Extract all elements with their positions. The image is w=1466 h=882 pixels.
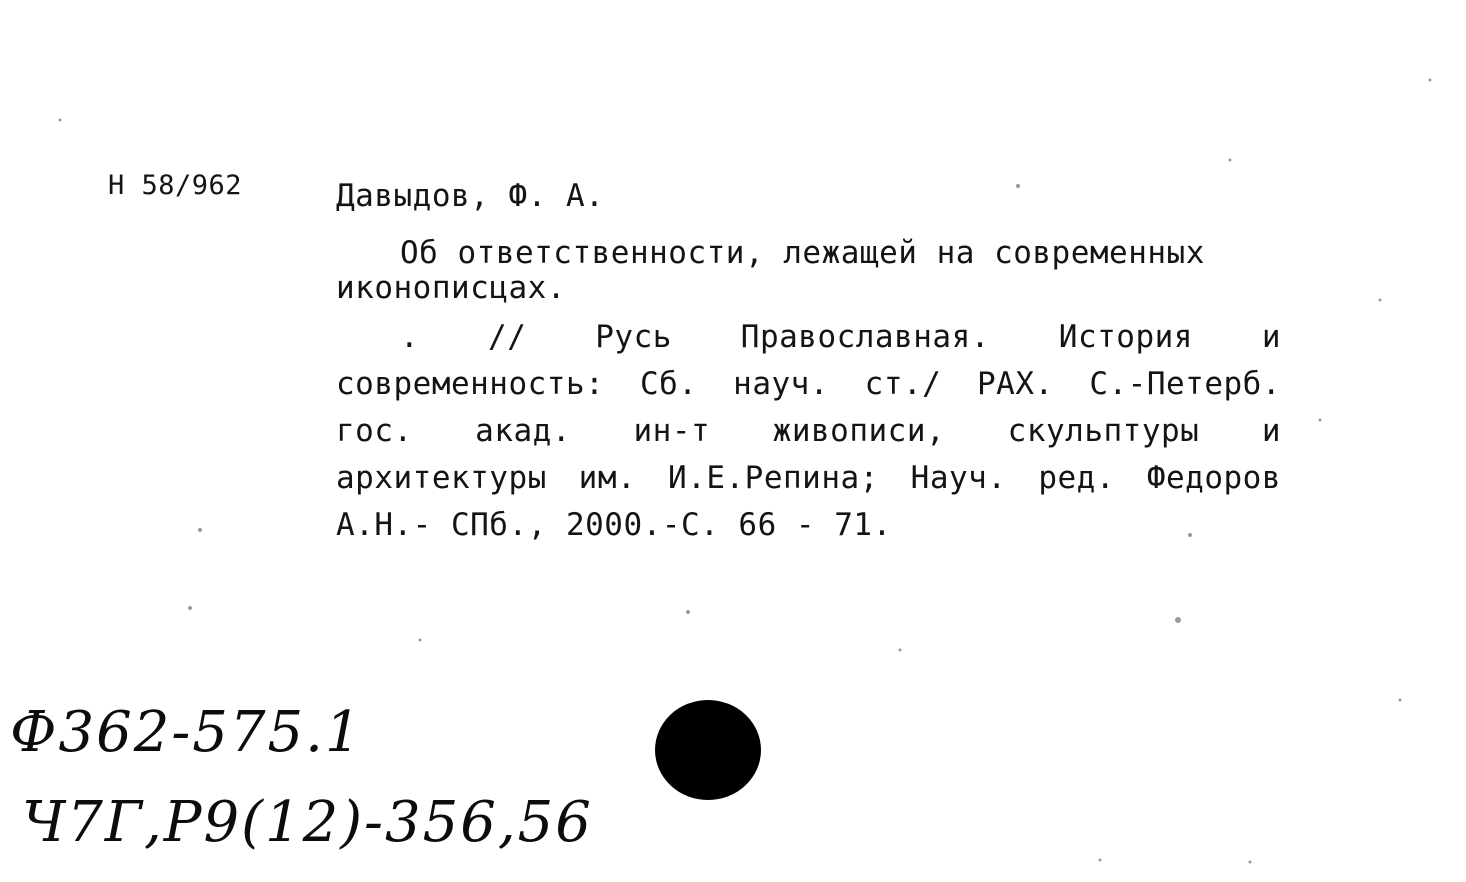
shelf-mark: Н 58/962 <box>108 170 243 201</box>
punch-hole <box>655 700 761 800</box>
handwritten-classification-code: Ф362-575.1 <box>10 700 363 765</box>
author-heading: Давыдов, Ф. А. <box>336 178 605 214</box>
title-continuation: иконописцах. <box>336 270 566 306</box>
handwritten-bbk-code: Ч7Г,Р9(12)-356,56 <box>22 790 593 855</box>
source-description: . // Русь Православная. История и современность: Сб. науч. ст./ РАХ. С.-Петерб. гос. акад. ин-т живописи, скульптуры и архитектуры им. И.Е.Репина; Науч. ред. Федоров А.Н.- СПб., 2000.-С. 66 - 71. <box>336 319 1281 543</box>
title-line: Об ответственности, лежащей на современных <box>400 235 1205 271</box>
bibliographic-description <box>336 230 1281 549</box>
